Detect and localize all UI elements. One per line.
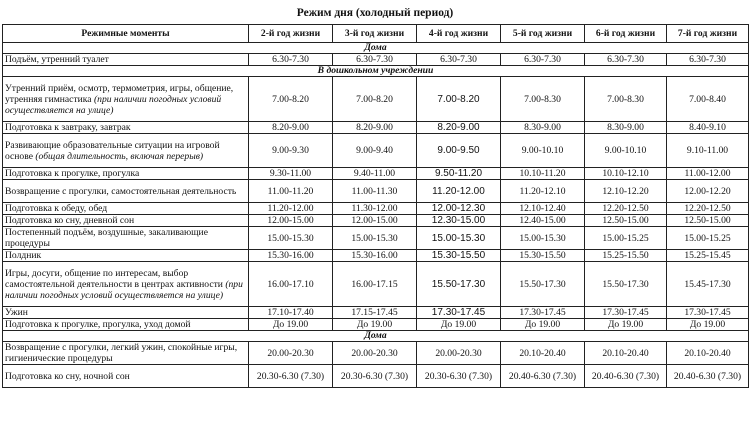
section-label: Дома (3, 331, 749, 342)
time-cell: 17.30-17.45 (501, 307, 585, 319)
time-cell: 20.30-6.30 (7.30) (417, 365, 501, 388)
row-name: Подготовка к обеду, обед (5, 203, 108, 214)
row-name: Подготовка ко сну, дневной сон (5, 215, 135, 226)
section-label: Дома (3, 43, 749, 54)
time-cell: 6.30-7.30 (333, 54, 417, 66)
section-label: В дошкольном учреждении (3, 66, 749, 77)
time-cell: 7.00-8.30 (501, 77, 585, 122)
time-cell: 12.10-12.40 (501, 203, 585, 215)
time-cell: 7.00-8.20 (333, 77, 417, 122)
time-cell: 11.20-12.00 (249, 203, 333, 215)
time-cell: 15.30-15.50 (417, 250, 501, 262)
time-cell: 9.10-11.00 (667, 134, 749, 168)
time-cell: 9.50-11.20 (417, 168, 501, 180)
row-label (3, 180, 249, 203)
time-cell: 9.00-9.40 (333, 134, 417, 168)
time-cell: 6.30-7.30 (667, 54, 749, 66)
time-cell: 9.40-11.00 (333, 168, 417, 180)
table-row (3, 180, 749, 203)
time-cell: 12.00-15.00 (333, 215, 417, 227)
time-cell: 11.30-12.00 (333, 203, 417, 215)
time-cell: 12.00-12.30 (417, 203, 501, 215)
time-cell: 15.25-15.45 (667, 250, 749, 262)
table-row (3, 262, 749, 307)
time-cell: 9.00-10.10 (585, 134, 667, 168)
time-cell: 12.20-12.50 (667, 203, 749, 215)
time-cell: 15.00-15.30 (501, 227, 585, 250)
schedule-table (2, 24, 749, 388)
header-cell: 5-й год жизни (501, 25, 585, 43)
row-name: Подготовка к прогулке, прогулка (5, 168, 140, 179)
time-cell: 15.00-15.30 (333, 227, 417, 250)
time-cell: 15.25-15.50 (585, 250, 667, 262)
time-cell: 7.00-8.40 (667, 77, 749, 122)
time-cell: 12.50-15.00 (667, 215, 749, 227)
time-cell: 16.00-17.10 (249, 262, 333, 307)
time-cell: 15.45-17.30 (667, 262, 749, 307)
header-cell: 6-й год жизни (585, 25, 667, 43)
time-cell: До 19.00 (667, 319, 749, 331)
time-cell: До 19.00 (501, 319, 585, 331)
time-cell: 11.20-12.00 (417, 180, 501, 203)
row-label (3, 250, 249, 262)
time-cell: 12.10-12.20 (585, 180, 667, 203)
time-cell: 8.40-9.10 (667, 122, 749, 134)
time-cell: До 19.00 (249, 319, 333, 331)
time-cell: 17.10-17.40 (249, 307, 333, 319)
time-cell: 20.00-20.30 (417, 342, 501, 365)
row-name: Ужин (5, 307, 28, 318)
time-cell: 6.30-7.30 (249, 54, 333, 66)
row-label (3, 227, 249, 250)
row-name: Подготовка к завтраку, завтрак (5, 122, 131, 133)
time-cell: 8.20-9.00 (249, 122, 333, 134)
header-cell: 2-й год жизни (249, 25, 333, 43)
time-cell: 10.10-12.10 (585, 168, 667, 180)
row-name: Утренний приём, осмотр, термометрия, игры, общение, утренняя гимнастика (5, 82, 234, 105)
time-cell: 20.00-20.30 (333, 342, 417, 365)
section-row (3, 43, 749, 54)
time-cell: 6.30-7.30 (501, 54, 585, 66)
time-cell: 20.40-6.30 (7.30) (667, 365, 749, 388)
row-name: Игры, досуги, общение по интересам, выбор самостоятельной деятельности в центрах активности (5, 267, 226, 290)
row-name: Подготовка ко сну, ночной сон (5, 370, 130, 382)
row-label (3, 319, 249, 331)
row-name: Возвращение с прогулки, легкий ужин, спокойные игры, гигиенические процедуры (5, 342, 238, 364)
row-label (3, 215, 249, 227)
header-cell: 7-й год жизни (667, 25, 749, 43)
time-cell: 15.00-15.25 (667, 227, 749, 250)
time-cell: 11.20-12.10 (501, 180, 585, 203)
table-row (3, 307, 749, 319)
row-name: Подъём, утренний туалет (5, 54, 109, 65)
time-cell: 12.00-15.00 (249, 215, 333, 227)
time-cell: 9.00-10.10 (501, 134, 585, 168)
row-label (3, 342, 249, 365)
time-cell: 9.00-9.50 (417, 134, 501, 168)
row-name: Возвращение с прогулки, самостоятельная деятельность (5, 185, 237, 197)
section-row (3, 66, 749, 77)
row-label (3, 307, 249, 319)
time-cell: 20.30-6.30 (7.30) (333, 365, 417, 388)
time-cell: 12.20-12.50 (585, 203, 667, 215)
time-cell: 9.00-9.30 (249, 134, 333, 168)
time-cell: 17.30-17.45 (585, 307, 667, 319)
time-cell: 15.00-15.30 (249, 227, 333, 250)
time-cell: 6.30-7.30 (585, 54, 667, 66)
time-cell: 12.00-12.20 (667, 180, 749, 203)
time-cell: 20.40-6.30 (7.30) (501, 365, 585, 388)
header-row (3, 25, 749, 43)
row-name: Постепенный подъём, воздушные, закаливающие процедуры (5, 227, 208, 249)
header-cell: Режимные моменты (3, 25, 249, 43)
table-row (3, 203, 749, 215)
time-cell: До 19.00 (333, 319, 417, 331)
time-cell: 20.10-20.40 (667, 342, 749, 365)
row-label (3, 365, 249, 388)
time-cell: 7.00-8.30 (585, 77, 667, 122)
table-row (3, 134, 749, 168)
row-label (3, 54, 249, 66)
time-cell: 7.00-8.20 (417, 77, 501, 122)
time-cell: 17.30-17.45 (667, 307, 749, 319)
time-cell: 15.30-16.00 (333, 250, 417, 262)
section-row (3, 331, 749, 342)
time-cell: 15.30-15.50 (501, 250, 585, 262)
time-cell: 8.20-9.00 (333, 122, 417, 134)
time-cell: До 19.00 (585, 319, 667, 331)
table-row (3, 227, 749, 250)
time-cell: 20.10-20.40 (585, 342, 667, 365)
time-cell: 17.15-17.45 (333, 307, 417, 319)
row-note: (при наличии погодных условий осуществляется на улице) (5, 93, 222, 116)
time-cell: 11.00-11.20 (249, 180, 333, 203)
time-cell: 15.50-17.30 (585, 262, 667, 307)
time-cell: 15.30-16.00 (249, 250, 333, 262)
time-cell: 9.30-11.00 (249, 168, 333, 180)
time-cell: 20.00-20.30 (249, 342, 333, 365)
time-cell: 6.30-7.30 (417, 54, 501, 66)
row-name: Полдник (5, 250, 42, 261)
header-cell: 4-й год жизни (417, 25, 501, 43)
time-cell: 11.00-11.30 (333, 180, 417, 203)
time-cell: 11.00-12.00 (667, 168, 749, 180)
table-row (3, 77, 749, 122)
table-row (3, 342, 749, 365)
time-cell: 12.40-15.00 (501, 215, 585, 227)
time-cell: 15.50-17.30 (417, 262, 501, 307)
row-label (3, 262, 249, 307)
time-cell: 20.30-6.30 (7.30) (249, 365, 333, 388)
page-title: Режим дня (холодный период) (296, 7, 454, 19)
time-cell: 15.00-15.25 (585, 227, 667, 250)
row-label (3, 134, 249, 168)
time-cell: 20.10-20.40 (501, 342, 585, 365)
table-row (3, 168, 749, 180)
table-row (3, 319, 749, 331)
time-cell: 8.30-9.00 (585, 122, 667, 134)
row-label (3, 203, 249, 215)
row-label (3, 122, 249, 134)
time-cell: 17.30-17.45 (417, 307, 501, 319)
time-cell: 8.30-9.00 (501, 122, 585, 134)
time-cell: 7.00-8.20 (249, 77, 333, 122)
time-cell: 12.50-15.00 (585, 215, 667, 227)
time-cell: 15.00-15.30 (417, 227, 501, 250)
table-row (3, 215, 749, 227)
row-note: (при наличии погодных условий осуществляется на улице) (5, 278, 243, 301)
row-name: Подготовка к прогулке, прогулка, уход домой (5, 319, 191, 330)
table-row (3, 250, 749, 262)
time-cell: 15.50-17.30 (501, 262, 585, 307)
time-cell: 16.00-17.15 (333, 262, 417, 307)
row-label (3, 168, 249, 180)
table-row (3, 122, 749, 134)
time-cell: 8.20-9.00 (417, 122, 501, 134)
header-cell: 3-й год жизни (333, 25, 417, 43)
table-row (3, 54, 749, 66)
row-label (3, 77, 249, 122)
time-cell: До 19.00 (417, 319, 501, 331)
row-note: (общая длительность, включая перерыв) (35, 150, 204, 162)
table-row (3, 365, 749, 388)
row-name: Развивающие образовательные ситуации на игровой основе (5, 139, 220, 162)
time-cell: 10.10-11.20 (501, 168, 585, 180)
time-cell: 12.30-15.00 (417, 215, 501, 227)
time-cell: 20.40-6.30 (7.30) (585, 365, 667, 388)
